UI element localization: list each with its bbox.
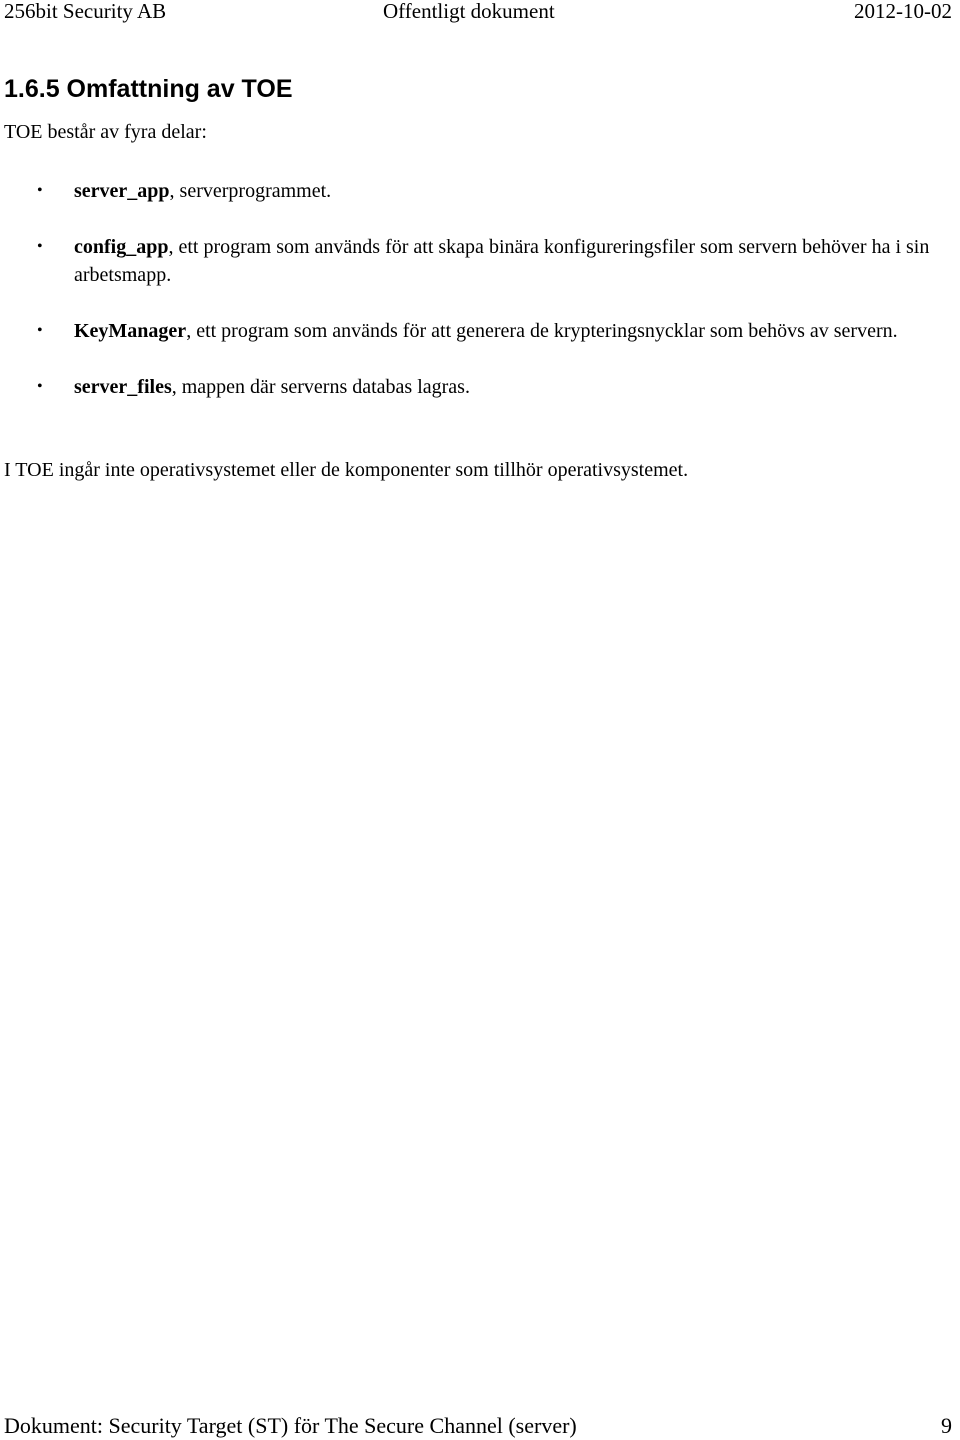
list-item xyxy=(0,373,960,401)
header-company: 256bit Security AB xyxy=(4,0,167,23)
closing-paragraph: I TOE ingår inte operativsystemet eller de komponenter som tillhör operativsystemet. xyxy=(4,459,689,481)
page-footer xyxy=(4,1412,952,1440)
footer-page-number: 9 xyxy=(941,1413,952,1438)
list-item xyxy=(0,177,960,205)
item-name: server_files xyxy=(74,376,172,398)
item-text: , ett program som används för att generera de krypteringsnycklar som behövs av servern. xyxy=(186,320,898,342)
list-item xyxy=(0,233,960,289)
item-text: , mappen där serverns databas lagras. xyxy=(171,376,470,398)
header-date: 2012-10-02 xyxy=(854,0,952,23)
bullet-icon: • xyxy=(37,322,43,339)
bullet-icon: • xyxy=(37,182,43,199)
footer-document-label: Dokument: Security Target (ST) för The Secure Channel (server) xyxy=(4,1413,577,1438)
item-text: , serverprogrammet. xyxy=(169,180,332,202)
list-item xyxy=(0,317,960,345)
item-text: , ett program som används för att skapa binära konfigureringsfiler som servern behöver ha i sin arbetsmapp. xyxy=(74,236,930,286)
section-heading: 1.6.5 Omfattning av TOE xyxy=(4,75,293,103)
toe-parts-list xyxy=(0,177,960,429)
header-classification: Offentligt dokument xyxy=(383,0,555,23)
page-header xyxy=(4,0,952,22)
section-intro: TOE består av fyra delar: xyxy=(4,121,207,143)
bullet-icon: • xyxy=(37,238,43,255)
bullet-icon: • xyxy=(37,378,43,395)
item-name: KeyManager xyxy=(74,320,187,342)
item-name: config_app xyxy=(74,236,169,258)
item-name: server_app xyxy=(74,180,170,202)
